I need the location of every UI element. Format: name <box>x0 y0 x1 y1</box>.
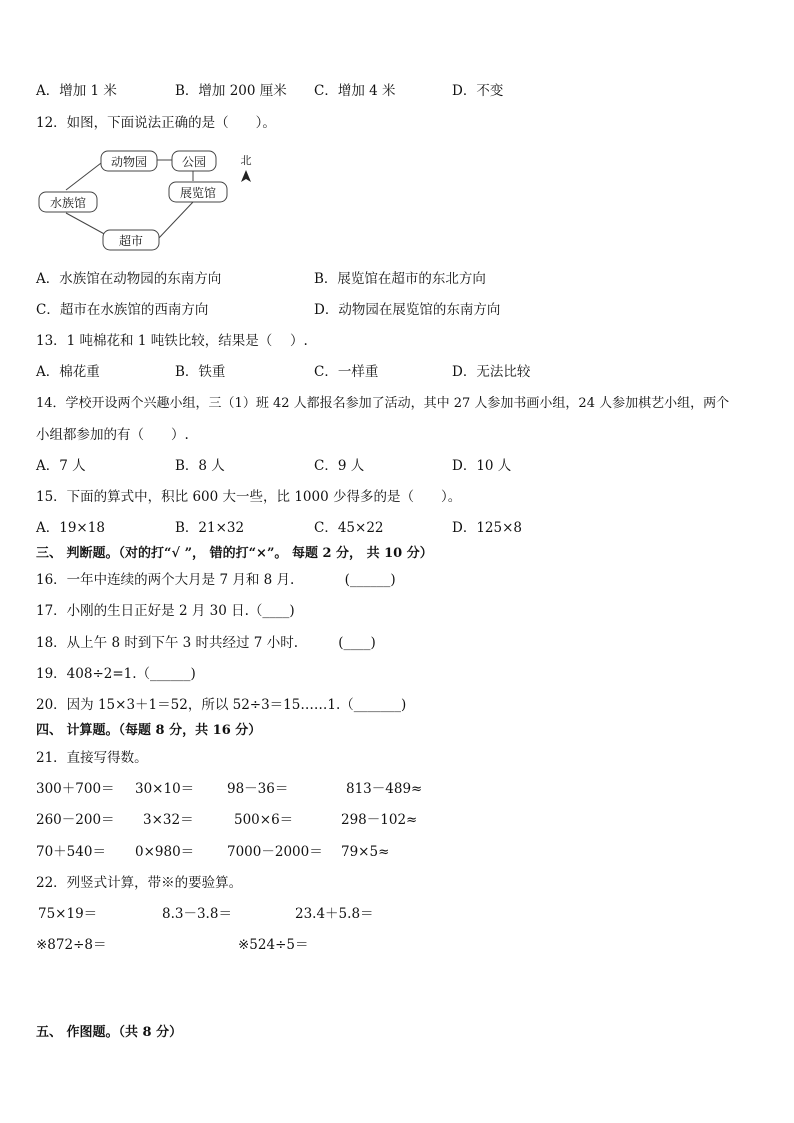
q16-answer-blank[interactable]: (______) <box>344 572 396 588</box>
q11-option-b: B．增加 200 厘米 <box>175 83 287 99</box>
q13-option-a: A．棉花重 <box>36 364 100 380</box>
q21-r1-c1: 300＋700＝ <box>36 781 115 797</box>
q13-stem: 13．1 吨棉花和 1 吨铁比较，结果是（ ）. <box>36 333 308 349</box>
q12-stem: 12．如图，下面说法正确的是（ ）。 <box>36 115 276 131</box>
q13-option-b: B．铁重 <box>175 364 226 380</box>
map-north-label: 北 <box>240 154 252 167</box>
q22-r1-c2: 8.3－3.8＝ <box>162 906 232 922</box>
q12-option-d: D．动物园在展览馆的东南方向 <box>314 302 501 318</box>
q19-answer-blank[interactable]: ______) <box>150 666 196 682</box>
q14-stem-line1: 14．学校开设两个兴趣小组，三（1）班 42 人都报名参加了活动，其中 27 人参加书画小组，24 人参加棋艺小组，两个 <box>36 396 730 411</box>
q20-answer-blank[interactable]: _______) <box>353 697 407 713</box>
map-link-supermarket-exhibition <box>158 202 193 239</box>
map-link-aquarium-supermarket <box>66 213 108 236</box>
q21-r2-c2: 3×32＝ <box>143 812 194 828</box>
map-link-zoo-aquarium <box>66 160 105 190</box>
map-label-supermarket: 超市 <box>118 234 144 248</box>
q14-stem-line2: 小组都参加的有（ ）. <box>36 427 189 443</box>
q21-stem: 21．直接写得数。 <box>36 750 148 766</box>
q22-r2-c1: ※872÷8＝ <box>36 937 107 953</box>
q20-statement <box>36 696 406 714</box>
q21-r1-c4: 813－489≈ <box>346 781 423 797</box>
q22-r2-c2: ※524÷5＝ <box>238 937 309 953</box>
q21-r1-c2: 30×10＝ <box>135 781 195 797</box>
q16-statement <box>36 571 396 589</box>
q15-option-c: C．45×22 <box>314 520 384 536</box>
q14-option-b: B．8 人 <box>175 458 225 474</box>
map-label-zoo: 动物园 <box>110 155 148 169</box>
q17-statement <box>36 602 295 620</box>
q22-stem: 22．列竖式计算，带※的要验算。 <box>36 875 243 891</box>
q15-stem: 15．下面的算式中，积比 600 大一些，比 1000 少得多的是（ ）。 <box>36 489 462 505</box>
q11-option-d: D．不变 <box>452 83 504 99</box>
q21-r1-c3: 98－36＝ <box>227 781 289 797</box>
direction-map <box>36 146 266 256</box>
q21-r2-c4: 298－102≈ <box>341 812 418 828</box>
q18-statement <box>36 634 376 652</box>
q13-option-c: C．一样重 <box>314 364 379 380</box>
north-arrow-icon <box>241 170 251 182</box>
q11-option-c: C．增加 4 米 <box>314 83 396 99</box>
q18-text: 18．从上午 8 时到下午 3 时共经过 7 小时. <box>36 635 298 651</box>
q15-option-b: B．21×32 <box>175 520 245 536</box>
q13-option-d: D．无法比较 <box>452 364 531 380</box>
q11-option-a: A．增加 1 米 <box>36 83 117 99</box>
q14-option-a: A．7 人 <box>36 458 86 474</box>
q20-text: 20．因为 15×3＋1＝52，所以 52÷3＝15……1.（ <box>36 697 354 713</box>
q19-text: 19．408÷2=1.（ <box>36 666 151 682</box>
q14-option-d: D．10 人 <box>452 458 512 474</box>
q16-text: 16．一年中连续的两个大月是 7 月和 8 月. <box>36 572 295 588</box>
map-label-park: 公园 <box>181 155 207 169</box>
map-label-aquarium: 水族馆 <box>49 196 87 210</box>
q17-text: 17．小刚的生日正好是 2 月 30 日.（ <box>36 603 263 619</box>
q12-option-b: B．展览馆在超市的东北方向 <box>314 271 486 287</box>
q22-r1-c1: 75×19＝ <box>38 906 98 922</box>
q12-option-c: C．超市在水族馆的西南方向 <box>36 302 209 318</box>
q12-option-a: A．水族馆在动物园的东南方向 <box>36 271 222 287</box>
q21-r3-c4: 79×5≈ <box>341 844 390 860</box>
map-label-exhibition: 展览馆 <box>179 186 217 200</box>
q15-option-a: A．19×18 <box>36 520 105 536</box>
section-3-heading: 三、 判断题。（对的打“√ ”， 错的打“×”。 每题 2 分， 共 10 分） <box>36 546 433 561</box>
section-4-heading: 四、 计算题。（每题 8 分，共 16 分） <box>36 723 262 738</box>
q17-answer-blank[interactable]: ____) <box>262 603 295 619</box>
q19-statement <box>36 665 196 683</box>
q22-r1-c3: 23.4＋5.8＝ <box>295 906 374 922</box>
section-5-heading: 五、 作图题。（共 8 分） <box>36 1025 183 1040</box>
q21-r3-c2: 0×980＝ <box>135 844 195 860</box>
q21-r2-c3: 500×6＝ <box>234 812 294 828</box>
q21-r3-c3: 7000－2000＝ <box>227 844 323 860</box>
q21-r2-c1: 260－200＝ <box>36 812 115 828</box>
q14-option-c: C．9 人 <box>314 458 365 474</box>
q21-r3-c1: 70＋540＝ <box>36 844 106 860</box>
q18-answer-blank[interactable]: (____) <box>338 635 376 651</box>
q15-option-d: D．125×8 <box>452 520 522 536</box>
